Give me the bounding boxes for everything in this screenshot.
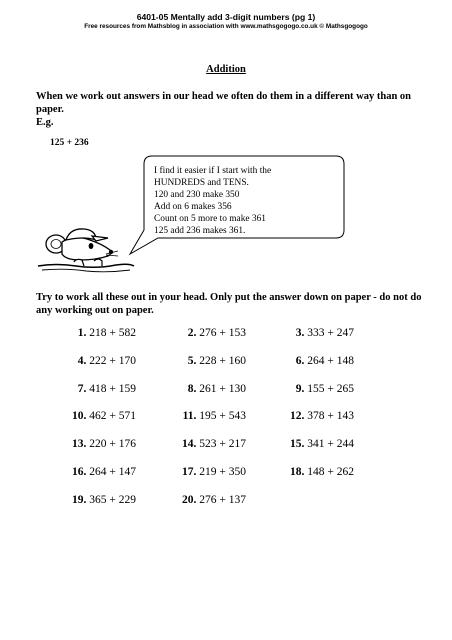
mouse-mascot-illustration: [36, 224, 136, 280]
bubble-line: 125 add 236 makes 361.: [154, 226, 246, 236]
question-10: [36, 410, 136, 422]
question-3: [262, 327, 354, 339]
question-number: 7.: [77, 383, 87, 395]
question-15: [262, 438, 354, 450]
question-number: 1.: [77, 327, 87, 339]
question-expression: 195 + 543: [199, 410, 246, 422]
question-number: 9.: [295, 383, 305, 395]
question-number: 11.: [182, 410, 197, 422]
speech-bubble-text: [154, 165, 271, 237]
question-1: [36, 327, 136, 339]
question-number: 6.: [295, 355, 305, 367]
question-expression: 222 + 170: [89, 355, 136, 367]
question-expression: 218 + 582: [89, 327, 136, 339]
question-number: 10.: [72, 410, 87, 422]
question-expression: 220 + 176: [89, 438, 136, 450]
intro-text: When we work out answers in our head we often do them in a different way than on paper.: [36, 91, 412, 115]
question-number: 3.: [295, 327, 305, 339]
bubble-line: 120 and 230 make 350: [154, 190, 240, 200]
question-8: [140, 383, 246, 395]
question-expression: 219 + 350: [199, 466, 246, 478]
question-12: [262, 410, 354, 422]
question-number: 12.: [290, 410, 305, 422]
example-sum: 125 + 236: [50, 138, 89, 148]
bubble-line: I find it easier if I start with the: [154, 166, 272, 176]
question-16: [36, 466, 136, 478]
question-expression: 264 + 148: [307, 355, 354, 367]
question-number: 5.: [187, 355, 197, 367]
question-number: 17.: [182, 466, 197, 478]
page-title: Addition: [206, 64, 246, 75]
bubble-line: HUNDREDS and TENS.: [154, 178, 249, 188]
question-17: [140, 466, 246, 478]
question-expression: 261 + 130: [199, 383, 246, 395]
question-expression: 462 + 571: [89, 410, 136, 422]
question-20: [140, 494, 246, 506]
question-number: 8.: [187, 383, 197, 395]
intro-paragraph: [36, 90, 416, 129]
question-9: [262, 383, 354, 395]
question-6: [262, 355, 354, 367]
question-expression: 276 + 153: [199, 327, 246, 339]
question-number: 16.: [72, 466, 87, 478]
question-expression: 228 + 160: [199, 355, 246, 367]
question-expression: 264 + 147: [89, 466, 136, 478]
question-expression: 365 + 229: [89, 494, 136, 506]
question-number: 15.: [290, 438, 305, 450]
question-expression: 148 + 262: [307, 466, 354, 478]
question-4: [36, 355, 136, 367]
question-expression: 418 + 159: [89, 383, 136, 395]
question-13: [36, 438, 136, 450]
question-2: [140, 327, 246, 339]
bubble-line: Add on 6 makes 356: [154, 202, 232, 212]
question-7: [36, 383, 136, 395]
question-number: 2.: [187, 327, 197, 339]
bubble-line: Count on 5 more to make 361: [154, 214, 266, 224]
question-number: 13.: [72, 438, 87, 450]
question-expression: 523 + 217: [199, 438, 246, 450]
question-expression: 333 + 247: [307, 327, 354, 339]
eg-label: E.g.: [36, 117, 54, 128]
instructions: Try to work all these out in your head. Only put the answer down on paper - do not do any working out on paper.: [36, 292, 422, 316]
question-number: 19.: [72, 494, 87, 506]
question-14: [140, 438, 246, 450]
question-number: 18.: [290, 466, 305, 478]
question-expression: 341 + 244: [307, 438, 354, 450]
worksheet-code-title: 6401-05 Mentally add 3-digit numbers (pg 1): [136, 12, 316, 22]
question-5: [140, 355, 246, 367]
question-19: [36, 494, 136, 506]
question-expression: 378 + 143: [307, 410, 354, 422]
question-number: 20.: [182, 494, 197, 506]
question-18: [262, 466, 354, 478]
question-number: 4.: [77, 355, 87, 367]
resource-credit-line: Free resources from Mathsblog in association with www.mathsgogogo.co.uk © Mathsgogogo: [84, 23, 368, 30]
question-expression: 155 + 265: [307, 383, 354, 395]
question-11: [140, 410, 246, 422]
question-number: 14.: [182, 438, 197, 450]
question-expression: 276 + 137: [199, 494, 246, 506]
